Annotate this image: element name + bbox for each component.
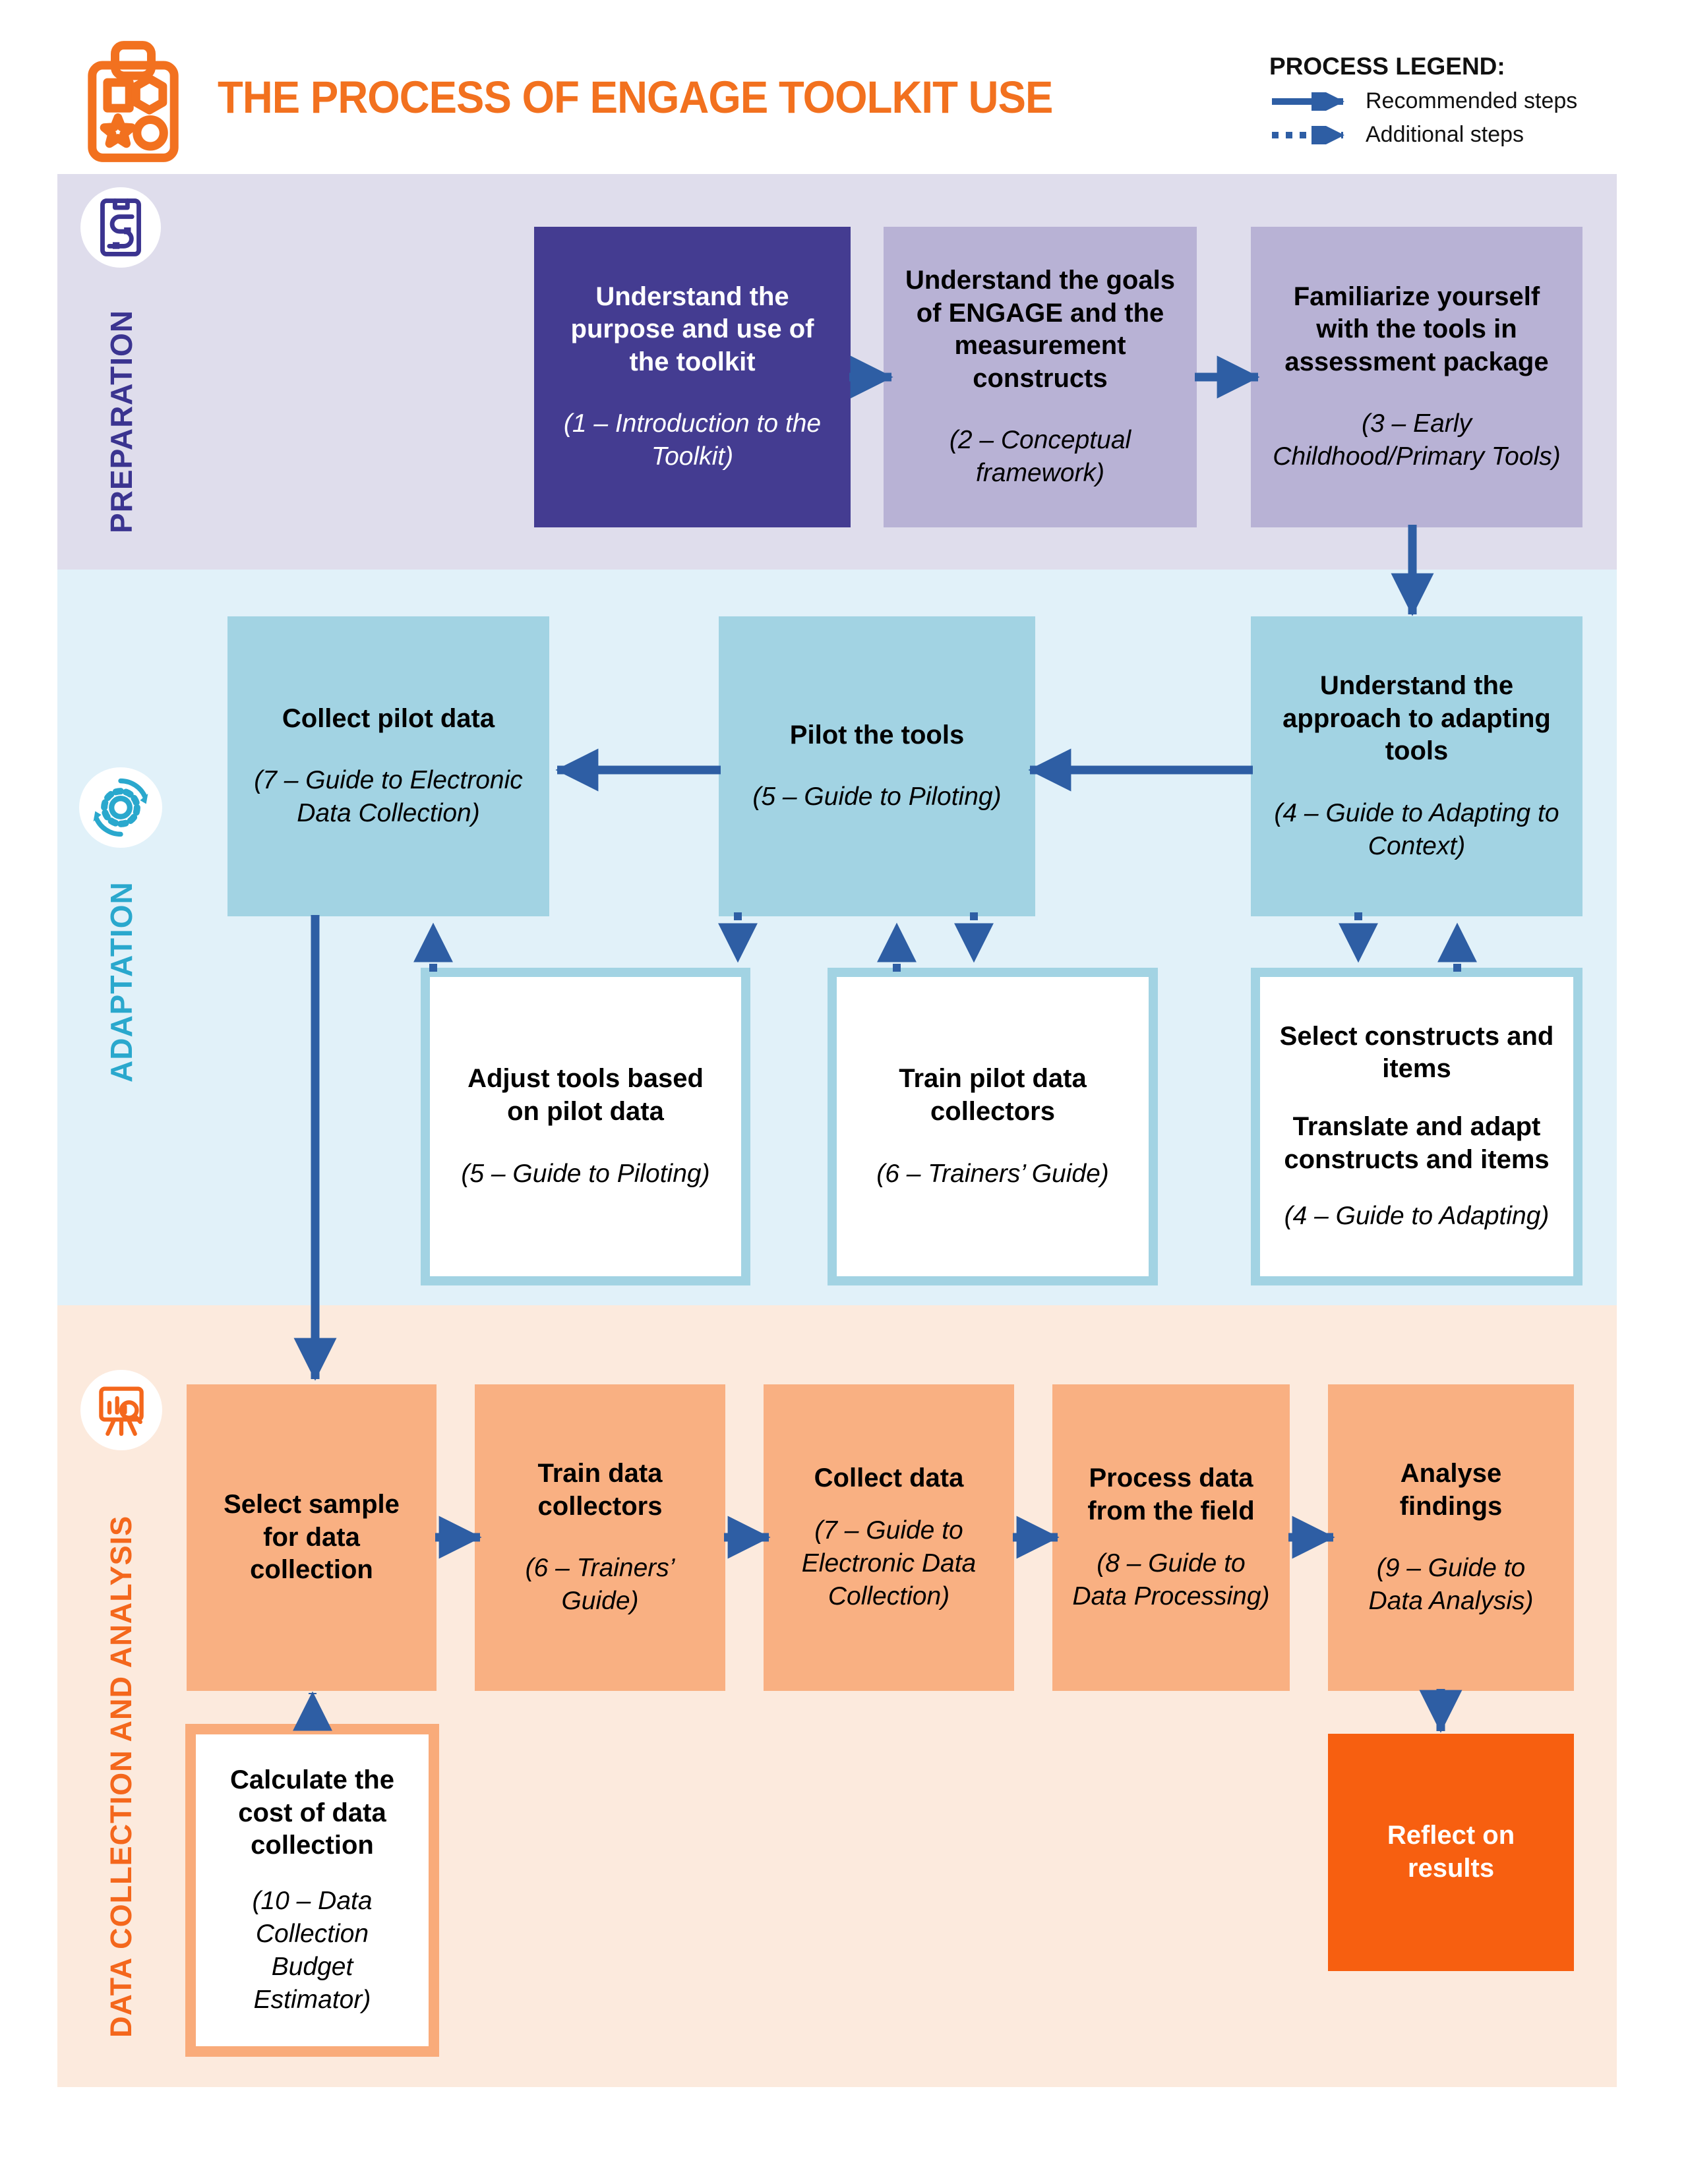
step-subtitle: (7 – Guide to Electronic Data Collection) <box>801 1516 977 1611</box>
step-box-adjust-tools <box>421 968 750 1285</box>
step-box-train-data-collectors <box>475 1384 725 1691</box>
step-box-understand-purpose <box>534 227 851 527</box>
step-box-select-sample <box>187 1384 437 1691</box>
legend-label: Recommended steps <box>1366 88 1578 113</box>
solid-arrow-icon <box>1269 92 1355 111</box>
section-label-preparation: PREPARATION <box>104 310 138 534</box>
step-subtitle: (5 – Guide to Piloting) <box>752 782 1002 812</box>
step-title: Calculate the cost of data collection <box>230 1765 394 1860</box>
step-box-process-data <box>1052 1384 1290 1691</box>
step-title: Understand the purpose and use of the toolkit <box>570 281 814 376</box>
data-collection-icon-circle <box>80 1370 162 1450</box>
step-subtitle: (9 – Guide to Data Analysis) <box>1368 1554 1534 1616</box>
step-box-collect-data <box>764 1384 1014 1691</box>
step-title: Train pilot data collectors <box>899 1064 1087 1127</box>
legend-title: PROCESS LEGEND: <box>1269 53 1505 80</box>
step-title: Adjust tools based on pilot data <box>467 1064 704 1127</box>
process-legend <box>1269 53 1612 148</box>
dotted-arrow-icon <box>1269 126 1355 144</box>
step-box-select-constructs <box>1251 968 1582 1285</box>
step-title: Select constructs and items <box>1279 1021 1554 1084</box>
step-subtitle: (1 – Introduction to the Toolkit) <box>563 409 822 471</box>
step-subtitle: (6 – Trainers’ Guide) <box>876 1159 1109 1188</box>
step-box-calculate-cost <box>185 1724 439 2057</box>
step-title: Understand the goals of ENGAGE and the measurement constructs <box>905 265 1175 393</box>
toolkit-logo-icon <box>76 40 190 163</box>
gear-sync-icon <box>90 777 151 838</box>
step-box-analyse-findings <box>1328 1384 1574 1691</box>
step-subtitle: (4 – Guide to Adapting to Context) <box>1274 798 1559 860</box>
legend-item-additional <box>1269 122 1612 148</box>
step-title: Collect data <box>814 1463 964 1492</box>
section-label-adaptation: ADAPTATION <box>104 881 138 1083</box>
step-subtitle: (7 – Guide to Electronic Data Collection) <box>254 766 523 828</box>
step-title: Select sample for data collection <box>224 1490 400 1585</box>
step-title: Familiarize yourself with the tools in assessment package <box>1284 281 1549 376</box>
step-title: Reflect on results <box>1387 1821 1515 1883</box>
step-subtitle: (8 – Guide to Data Processing) <box>1072 1549 1270 1611</box>
step-box-understand-adapting <box>1251 616 1582 916</box>
step-box-understand-goals <box>884 227 1197 527</box>
step-title: Collect pilot data <box>282 703 495 733</box>
step-title: Train data collectors <box>537 1459 663 1521</box>
preparation-icon-circle <box>80 187 161 268</box>
step-title: Process data from the field <box>1087 1463 1255 1525</box>
step-subtitle: (10 – Data Collection Budget Estimator) <box>252 1887 373 2014</box>
legend-label: Additional steps <box>1366 122 1524 147</box>
step-title: Pilot the tools <box>789 720 965 750</box>
step-box-collect-pilot-data <box>227 616 549 916</box>
section-label-data-collection: DATA COLLECTION AND ANALYSIS <box>104 1515 138 2038</box>
step-title: Understand the approach to adapting tools <box>1282 671 1551 766</box>
page-title: THE PROCESS OF ENGAGE TOOLKIT USE <box>218 72 1053 123</box>
step-subtitle: (4 – Guide to Adapting) <box>1284 1202 1550 1231</box>
step-title-2: Translate and adapt constructs and items <box>1284 1112 1550 1174</box>
step-subtitle: (5 – Guide to Piloting) <box>461 1159 710 1188</box>
survey-clipboard-icon <box>92 196 149 259</box>
step-box-pilot-the-tools <box>719 616 1035 916</box>
step-title: Analyse findings <box>1399 1459 1503 1521</box>
step-box-reflect-results <box>1328 1734 1574 1971</box>
step-box-familiarize-tools <box>1251 227 1582 527</box>
analysis-board-icon <box>92 1380 151 1440</box>
step-subtitle: (6 – Trainers’ Guide) <box>525 1554 675 1616</box>
legend-item-recommended <box>1269 88 1612 114</box>
step-subtitle: (3 – Early Childhood/Primary Tools) <box>1273 409 1561 471</box>
step-box-train-pilot-collectors <box>828 968 1158 1285</box>
step-subtitle: (2 – Conceptual framework) <box>949 426 1131 488</box>
adaptation-icon-circle <box>79 767 162 848</box>
